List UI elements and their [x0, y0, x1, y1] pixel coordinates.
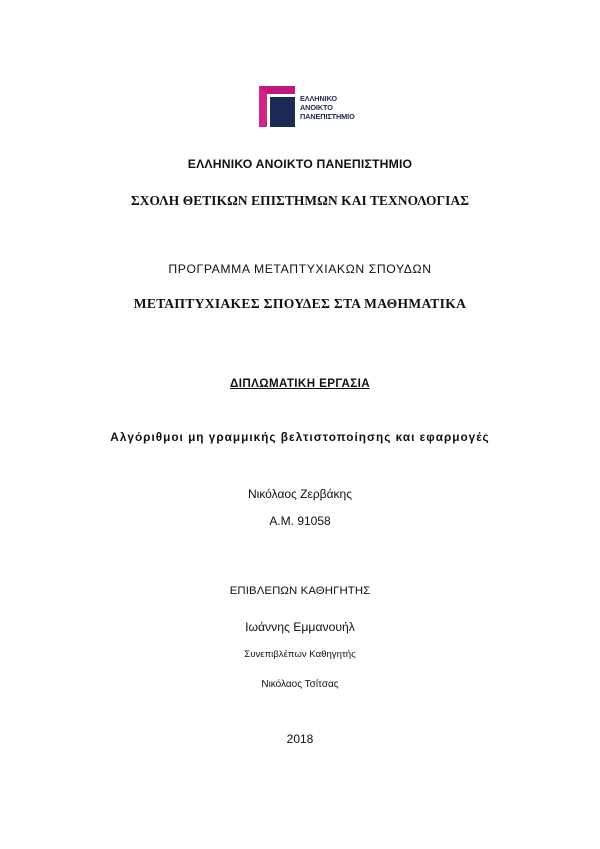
- university-logo: [254, 83, 370, 129]
- supervisor-name: Ιωάννης Εμμανουήλ: [245, 620, 355, 634]
- logo-line-1: ΕΛΛΗΝΙΚΟ: [300, 94, 337, 103]
- author-registration: Α.Μ. 91058: [269, 514, 331, 528]
- thesis-title: Αλγόριθμοι μη γραμμικής βελτιστοποίησης και εφαρμογές: [110, 430, 490, 444]
- university-logo-text: [300, 94, 355, 121]
- supervisor-label: ΕΠΙΒΛΕΠΩΝ ΚΑΘΗΓΗΤΗΣ: [229, 585, 371, 597]
- co-supervisor-name: Νικόλαος Τσίτσας: [261, 679, 339, 690]
- co-supervisor-label: Συνεπιβλέπων Καθηγητής: [244, 649, 356, 660]
- program-title: ΠΡΟΓΡΑΜΜΑ ΜΕΤΑΠΤΥΧΙΑΚΩΝ ΣΠΟΥΔΩΝ: [168, 262, 432, 276]
- school-title: ΣΧΟΛΗ ΘΕΤΙΚΩΝ ΕΠΙΣΤΗΜΩΝ ΚΑΙ ΤΕΧΝΟΛΟΓΙΑΣ: [130, 193, 470, 208]
- university-logo-icon: [257, 85, 297, 128]
- logo-line-2: ΑΝΟΙΚΤΟ: [300, 103, 333, 112]
- university-title: ΕΛΛΗΝΙΚΟ ΑΝΟΙΚΤΟ ΠΑΝΕΠΙΣΤΗΜΙΟ: [187, 157, 413, 171]
- logo-line-3: ΠΑΝΕΠΙΣΤΗΜΙΟ: [300, 112, 355, 121]
- author-name: Νικόλαος Ζερβάκης: [248, 487, 352, 501]
- year: 2018: [286, 732, 314, 746]
- studies-title: ΜΕΤΑΠΤΥΧΙΑΚΕΣ ΣΠΟΥΔΕΣ ΣΤΑ ΜΑΘΗΜΑΤΙΚΑ: [133, 296, 467, 311]
- thesis-type: ΔΙΠΛΩΜΑΤΙΚΗ ΕΡΓΑΣΙΑ: [230, 377, 370, 390]
